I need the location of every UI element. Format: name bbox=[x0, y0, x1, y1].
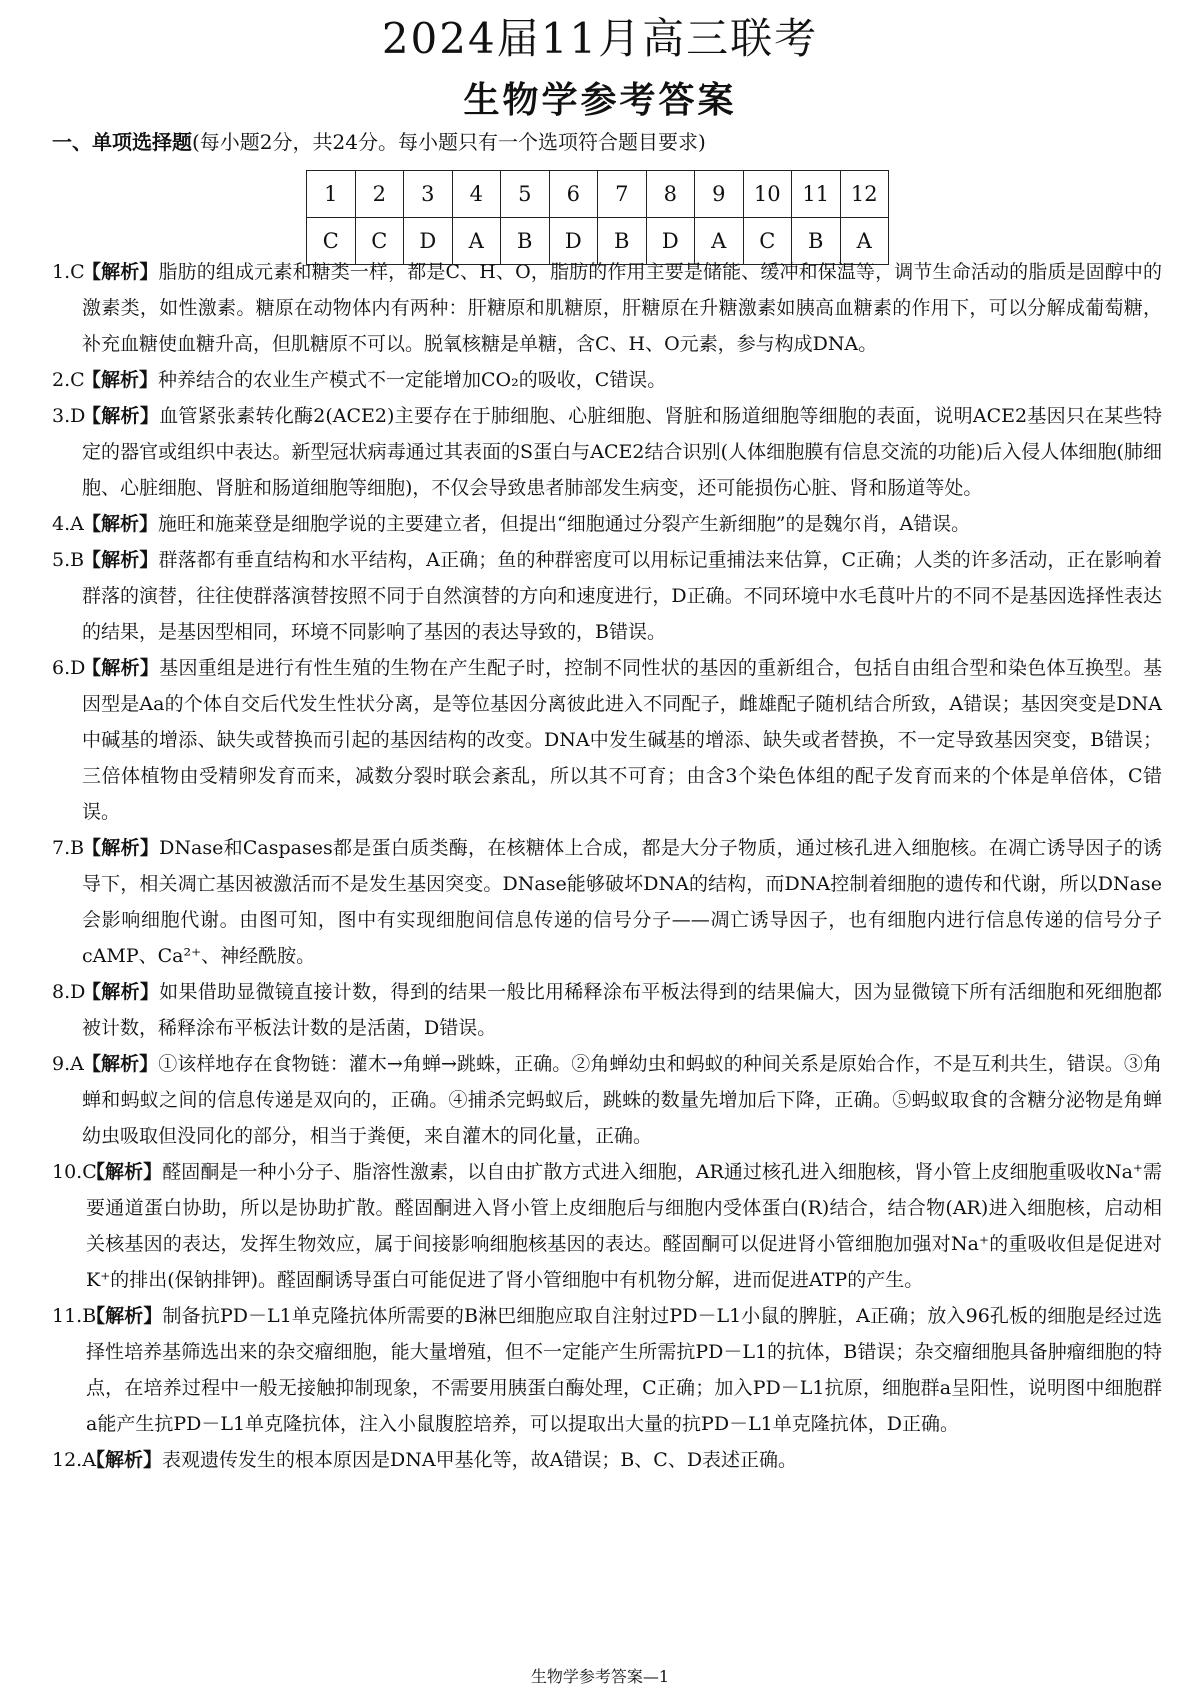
answer-number: 12 bbox=[840, 171, 889, 218]
answer-table bbox=[306, 170, 889, 265]
item-text: 群落都有垂直结构和水平结构，A正确；鱼的种群密度可以用标记重捕法来估算，C正确；人类的许多活动，正在影响着群落的演替，往往使群落演替按照不同于自然演替的方向和速度进行，D正确。不同环境中水毛茛叶片的不同不是基因选择性表达的结果，是基因型相同，环境不同影响了基因的表达导致的，B错误。 bbox=[82, 549, 1162, 643]
answer-letter: B bbox=[792, 218, 841, 265]
explanation-item bbox=[52, 1046, 1162, 1154]
item-text: 种养结合的农业生产模式不一定能增加CO₂的吸收，C错误。 bbox=[158, 369, 667, 391]
explanation-item bbox=[52, 650, 1162, 830]
answer-letter: C bbox=[355, 218, 404, 265]
explanation-item bbox=[52, 1154, 1162, 1298]
item-text: 基因重组是进行有性生殖的生物在产生配子时，控制不同性状的基因的重新组合，包括自由组合型和染色体互换型。基因型是Aa的个体自交后代发生性状分离，是等位基因分离彼此进入不同配子，雌雄配子随机结合所致，A错误；基因突变是DNA中碱基的增添、缺失或替换而引起的基因结构的改变。DNA中发生碱基的增添、缺失或者替换，不一定导致基因突变，B错误；三倍体植物由受精卵发育而来，减数分裂时联会紊乱，所以其不可育；由含3个染色体组的配子发育而来的个体是单倍体，C错误。 bbox=[82, 657, 1162, 823]
page-footer: 生物学参考答案—1 bbox=[530, 1667, 670, 1686]
answer-letter: A bbox=[840, 218, 889, 265]
item-tag: 【解析】 bbox=[82, 405, 160, 427]
item-text: ①该样地存在食物链：灌木→角蝉→跳蛛，正确。②角蝉幼虫和蚂蚁的种间关系是原始合作，不是互利共生，错误。③角蝉和蚂蚁之间的信息传递是双向的，正确。④捕杀完蚂蚁后，跳蛛的数量先增加后下降，正确。⑤蚂蚁取食的含糖分泌物是角蝉幼虫吸取但没同化的部分，相当于粪便，来自灌木的同化量，正确。 bbox=[82, 1053, 1162, 1147]
explanation-item bbox=[52, 830, 1162, 974]
item-tag: 【解析】 bbox=[82, 1053, 159, 1075]
explanation-item bbox=[52, 1298, 1162, 1442]
answer-letter: C bbox=[743, 218, 792, 265]
answer-number: 1 bbox=[307, 171, 356, 218]
explanation-list bbox=[52, 254, 1162, 1478]
item-tag: 【解析】 bbox=[82, 837, 160, 859]
answer-letter: D bbox=[404, 218, 453, 265]
explanation-item bbox=[52, 362, 1162, 398]
item-text: DNase和Caspases都是蛋白质类酶，在核糖体上合成，都是大分子物质，通过核孔进入细胞核。在凋亡诱导因子的诱导下，相关凋亡基因被激活而不是发生基因突变。DNase能够破坏DNA的结构，而DNA控制着细胞的遗传和代谢，所以DNase会影响细胞代谢。由图可知，图中有实现细胞间信息传递的信号分子——凋亡诱导因子，也有细胞内进行信息传递的信号分子cAMP、Ca²⁺、神经酰胺。 bbox=[82, 837, 1162, 967]
page-title: 2024届11月高三联考 bbox=[381, 14, 819, 63]
item-label: 7.B bbox=[52, 837, 85, 859]
item-tag: 【解析】 bbox=[82, 261, 159, 283]
item-text: 表观遗传发生的根本原因是DNA甲基化等，故A错误；B、C、D表述正确。 bbox=[162, 1449, 798, 1471]
answer-table-number-row bbox=[307, 171, 889, 218]
item-text: 制备抗PD－L1单克隆抗体所需要的B淋巴细胞应取自注射过PD－L1小鼠的脾脏，A正确；放入96孔板的细胞是经过选择性培养基筛选出来的杂交瘤细胞，能大量增殖，但不一定能产生所需抗PD－L1的抗体，B错误；杂交瘤细胞具备肿瘤细胞的特点，在培养过程中一般无接触抑制现象，不需要用胰蛋白酶处理，C正确；加入PD－L1抗原，细胞群a呈阳性，说明图中细胞群a能产生抗PD－L1单克隆抗体，注入小鼠腹腔培养，可以提取出大量的抗PD－L1单克隆抗体，D正确。 bbox=[86, 1305, 1162, 1435]
answer-number: 5 bbox=[501, 171, 550, 218]
explanation-item bbox=[52, 542, 1162, 650]
item-label: 11.B bbox=[52, 1305, 97, 1327]
item-label: 6.D bbox=[52, 657, 86, 679]
item-label: 1.C bbox=[52, 261, 85, 283]
answer-number: 6 bbox=[549, 171, 598, 218]
item-text: 如果借助显微镜直接计数，得到的结果一般比用稀释涂布平板法得到的结果偏大，因为显微镜下所有活细胞和死细胞都被计数，稀释涂布平板法计数的是活菌，D错误。 bbox=[82, 981, 1162, 1039]
answer-number: 11 bbox=[792, 171, 841, 218]
item-label: 5.B bbox=[52, 549, 85, 571]
item-tag: 【解析】 bbox=[86, 1305, 163, 1327]
item-text: 醛固酮是一种小分子、脂溶性激素，以自由扩散方式进入细胞，AR通过核孔进入细胞核，肾小管上皮细胞重吸收Na⁺需要通道蛋白协助，所以是协助扩散。醛固酮进入肾小管上皮细胞后与细胞内受体蛋白(R)结合，结合物(AR)进入细胞核，启动相关核基因的表达，发挥生物效应，属于间接影响细胞核基因的表达。醛固酮可以促进肾小管细胞加强对Na⁺的重吸收但是促进对K⁺的排出(保钠排钾)。醛固酮诱导蛋白可能促进了肾小管细胞中有机物分解，进而促进ATP的产生。 bbox=[86, 1161, 1162, 1291]
item-text: 脂肪的组成元素和糖类一样，都是C、H、O，脂肪的作用主要是储能、缓冲和保温等，调节生命活动的脂质是固醇中的激素类，如性激素。糖原在动物体内有两种：肝糖原和肌糖原，肝糖原在升糖激素如胰高血糖素的作用下，可以分解成葡萄糖，补充血糖使血糖升高，但肌糖原不可以。脱氧核糖是单糖，含C、H、O元素，参与构成DNA。 bbox=[82, 261, 1162, 355]
explanation-item bbox=[52, 506, 1162, 542]
explanation-item bbox=[52, 974, 1162, 1046]
answer-letter: A bbox=[695, 218, 744, 265]
answer-number: 10 bbox=[743, 171, 792, 218]
answer-letter: B bbox=[501, 218, 550, 265]
item-label: 3.D bbox=[52, 405, 86, 427]
item-label: 12.A bbox=[52, 1449, 96, 1471]
explanation-item bbox=[52, 1442, 1162, 1478]
item-text: 血管紧张素转化酶2(ACE2)主要存在于肺细胞、心脏细胞、肾脏和肠道细胞等细胞的表面，说明ACE2基因只在某些特定的器官或组织中表达。新型冠状病毒通过其表面的S蛋白与ACE2结合识别(人体细胞膜有信息交流的功能)后入侵人体细胞(肺细胞、心脏细胞、肾脏和肠道细胞等细胞)，不仅会导致患者肺部发生病变，还可能损伤心脏、肾和肠道等处。 bbox=[82, 405, 1162, 499]
explanation-item bbox=[52, 254, 1162, 362]
item-tag: 【解析】 bbox=[82, 549, 159, 571]
answer-letter: D bbox=[646, 218, 695, 265]
answer-number: 8 bbox=[646, 171, 695, 218]
page-subtitle: 生物学参考答案 bbox=[463, 80, 737, 121]
item-label: 2.C bbox=[52, 369, 85, 391]
item-tag: 【解析】 bbox=[82, 981, 160, 1003]
explanation-item bbox=[52, 398, 1162, 506]
answer-number: 3 bbox=[404, 171, 453, 218]
answer-number: 9 bbox=[695, 171, 744, 218]
section-heading bbox=[52, 126, 706, 155]
answer-letter: C bbox=[307, 218, 356, 265]
section-heading-label: 一、单项选择题 bbox=[52, 130, 192, 154]
item-tag: 【解析】 bbox=[86, 1161, 163, 1183]
section-heading-note: (每小题2分，共24分。每小题只有一个选项符合题目要求) bbox=[192, 130, 706, 154]
answer-number: 2 bbox=[355, 171, 404, 218]
item-label: 8.D bbox=[52, 981, 86, 1003]
item-text: 施旺和施莱登是细胞学说的主要建立者，但提出“细胞通过分裂产生新细胞”的是魏尔肖，A错误。 bbox=[158, 513, 971, 535]
answer-number: 7 bbox=[598, 171, 647, 218]
item-label: 4.A bbox=[52, 513, 84, 535]
item-tag: 【解析】 bbox=[86, 1449, 163, 1471]
item-tag: 【解析】 bbox=[82, 513, 159, 535]
item-tag: 【解析】 bbox=[82, 657, 160, 679]
answer-letter: D bbox=[549, 218, 598, 265]
item-tag: 【解析】 bbox=[82, 369, 159, 391]
answer-letter: B bbox=[598, 218, 647, 265]
item-label: 10.C bbox=[52, 1161, 97, 1183]
answer-letter: A bbox=[452, 218, 501, 265]
answer-number: 4 bbox=[452, 171, 501, 218]
item-label: 9.A bbox=[52, 1053, 84, 1075]
